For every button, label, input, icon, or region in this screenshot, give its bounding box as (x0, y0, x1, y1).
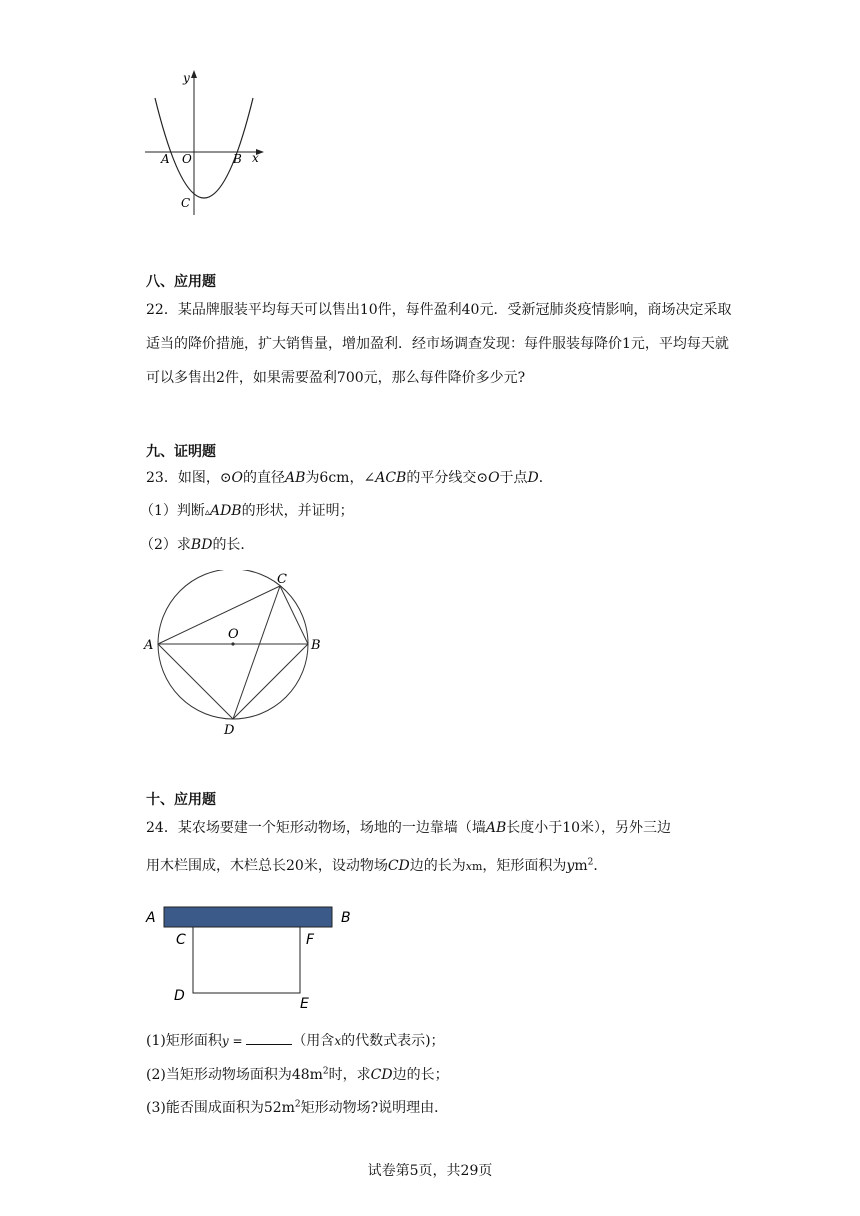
label-a: A (161, 152, 170, 166)
rectangle-figure (140, 900, 370, 1015)
question-24-part-3: (3)能否围成面积为$52m^2$矩形动物场?说明理由． (146, 1099, 449, 1116)
label-a: A (146, 910, 156, 926)
label-o: O (182, 152, 192, 166)
y-axis-arrow (191, 70, 197, 78)
question-22: 22．某品牌服装平均每天可以售出10件，每件盈利40元．受新冠肺炎疫情影响，商场决定采取适当的降价措施，扩大销售量，增加盈利．经市场调查发现：每件服装每降价1元，平均每天就可以多售出2件，如果需要盈利700元，那么每件降价多少元? (146, 302, 732, 386)
question-23-stem: 23．如图，⊙O的直径AB为6cm，∠ACB的平分线交⊙O于点D． (146, 470, 553, 486)
question-23-part-1: （1）判断▵ADB的形状，并证明； (140, 503, 354, 519)
page-footer: 试卷第5页，共29页 (367, 1163, 493, 1179)
label-c: C (181, 196, 191, 210)
label-f: F (306, 932, 315, 948)
center-dot (231, 642, 234, 645)
segment-ad (158, 644, 233, 719)
segment-cd (233, 586, 280, 719)
circle-figure (140, 570, 330, 740)
label-d: D (224, 723, 235, 738)
label-e: E (300, 996, 309, 1012)
label-c: C (176, 932, 186, 948)
label-b: B (341, 910, 351, 926)
section-10-title: 十、应用题 (146, 792, 216, 808)
enclosure-rectangle (193, 927, 300, 993)
segment-cb (280, 586, 308, 644)
label-b: B (233, 152, 242, 166)
label-d: D (174, 988, 185, 1004)
label-b: B (311, 638, 321, 653)
parabola-curve (155, 98, 253, 198)
segment-bd (233, 644, 308, 719)
label-y: y (183, 71, 190, 85)
section-9-title: 九、证明题 (146, 444, 216, 460)
label-o: O (228, 627, 239, 642)
wall-ab (164, 907, 332, 927)
question-24-part-2: (2)当矩形动物场面积为$48m^2$时，求CD边的长； (146, 1066, 449, 1083)
section-8-title: 八、应用题 (146, 274, 216, 290)
question-24-line-1: 24．某农场要建一个矩形动物场，场地的一边靠墙（墙AB长度小于10米），另外三边 (146, 820, 672, 836)
question-23-part-2: （2）求BD的长． (140, 537, 255, 553)
label-a: A (144, 638, 154, 653)
answer-blank[interactable] (246, 1032, 292, 1045)
parabola-figure (140, 70, 280, 220)
question-24-part-1: (1)矩形面积y = （用含x的代数式表示)； (146, 1033, 445, 1049)
question-24-line-2: 用木栏围成，木栏总长20米，设动物场CD边的长为xm，矩形面积为$ym^2$． (146, 857, 608, 874)
label-c: C (277, 572, 287, 587)
label-x: x (252, 151, 259, 165)
